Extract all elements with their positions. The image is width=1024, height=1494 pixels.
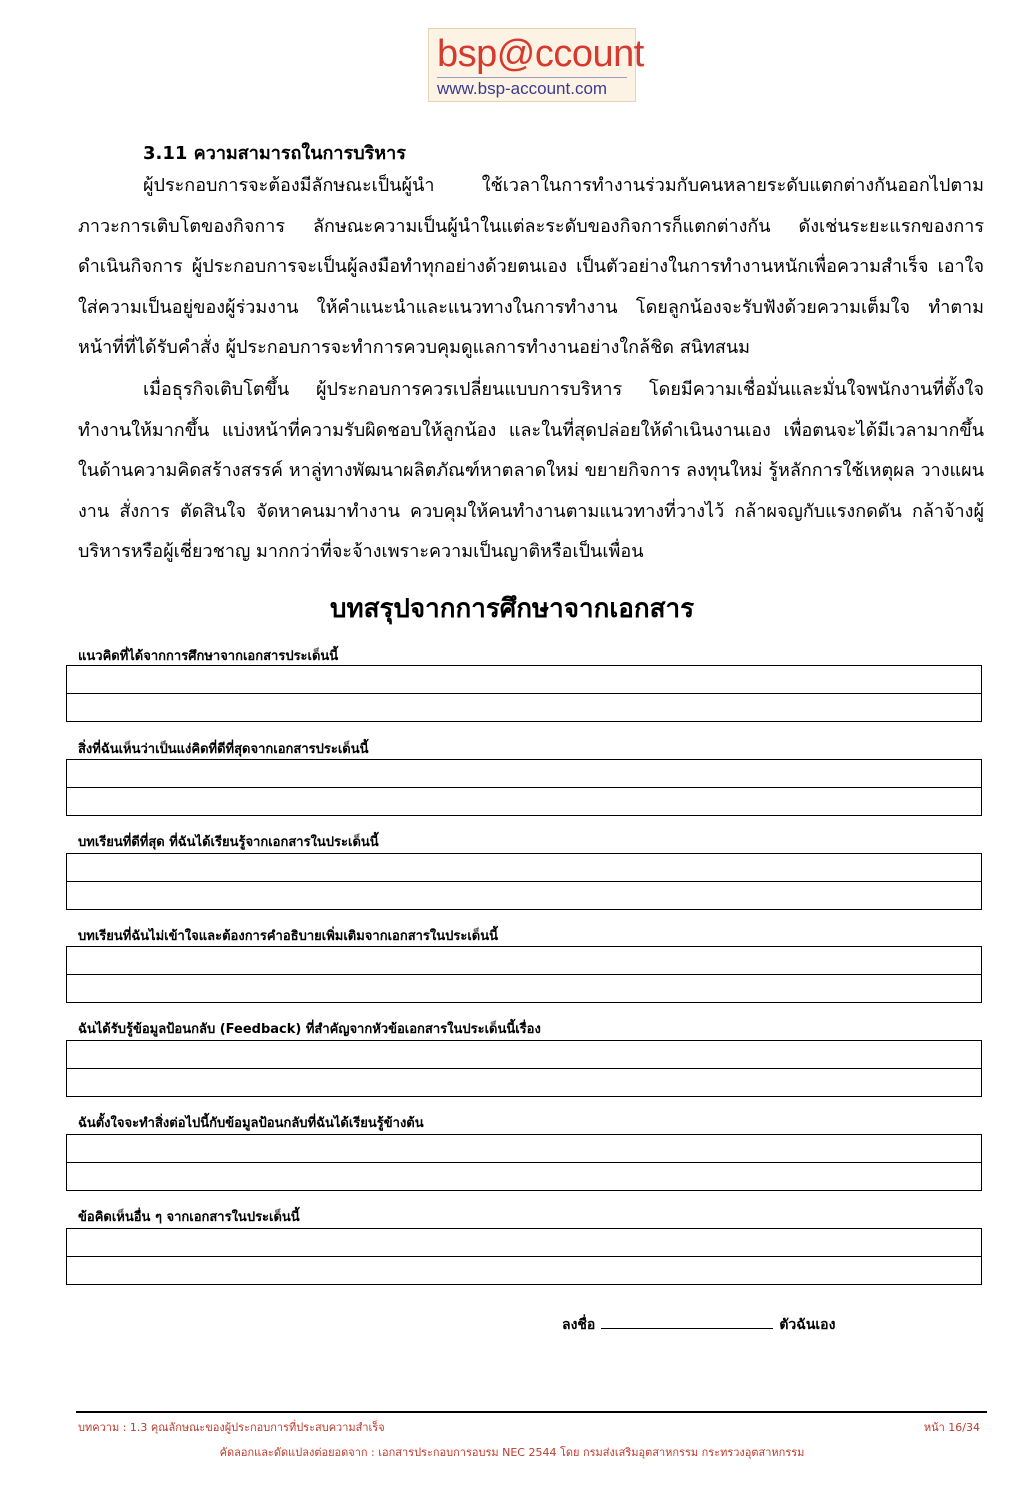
answer-field[interactable] (66, 946, 982, 1003)
question-label: ฉันได้รับรู้ข้อมูลป้อนกลับ (Feedback) ที่สำคัญจากหัวข้อเอกสารในประเด็นนี้เรื่อง (78, 1022, 541, 1037)
signature-label: ลงชื่อ (562, 1317, 596, 1333)
answer-field[interactable] (66, 1228, 982, 1285)
question-label: บทเรียนที่ดีที่สุด ที่ฉันได้เรียนรู้จากเอกสารในประเด็นนี้ (78, 835, 379, 850)
section-heading: 3.11 ความสามารถในการบริหาร (143, 143, 406, 164)
summary-heading: บทสรุปจากการศึกษาจากเอกสาร (329, 594, 695, 624)
question-label: บทเรียนที่ฉันไม่เข้าใจและต้องการคำอธิบายเพิ่มเติมจากเอกสารในประเด็นนี้ (78, 929, 499, 944)
logo-url-text: www.bsp-account.com (437, 79, 608, 98)
answer-field[interactable] (66, 1040, 982, 1097)
footer-page-number: หน้า 16/34 (923, 1421, 980, 1434)
answer-rule (67, 787, 981, 788)
logo-divider (437, 77, 627, 78)
answer-rule (67, 693, 981, 694)
footer-source-note: คัดลอกและดัดแปลงต่อยอดจาก : เอกสารประกอบการอบรม NEC 2544 โดย กรมส่งเสริมอุตสาหกรรม กระทรวงอุตสาหกรรม (219, 1446, 805, 1459)
answer-rule (67, 1256, 981, 1257)
answer-rule (67, 881, 981, 882)
logo-brand-text: bsp@ccount (437, 33, 644, 75)
answer-field[interactable] (66, 759, 982, 816)
answer-rule (67, 1162, 981, 1163)
footer-divider (76, 1411, 987, 1413)
question-label: สิ่งที่ฉันเห็นว่าเป็นแง่คิดที่ดีที่สุดจากเอกสารประเด็นนี้ (78, 742, 369, 757)
signature-suffix: ตัวฉันเอง (779, 1317, 836, 1333)
signature-row (562, 1314, 835, 1336)
question-label: ข้อคิดเห็นอื่น ๆ จากเอกสารในประเด็นนี้ (78, 1210, 300, 1225)
footer-article-title: บทความ : 1.3 คุณลักษณะของผู้ประกอบการที่ประสบความสำเร็จ (78, 1421, 385, 1434)
answer-field[interactable] (66, 665, 982, 722)
signature-line[interactable] (601, 1314, 773, 1329)
answer-rule (67, 974, 981, 975)
answer-field[interactable] (66, 1134, 982, 1191)
body-paragraph-2: เมื่อธุรกิจเติบโตขึ้น ผู้ประกอบการควรเปลี่ยนแบบการบริหาร โดยมีความเชื่อมั่นและมั่นใจพนักงานที่ตั้งใจทำงานให้มากขึ้น แบ่งหน้าที่ความรับผิดชอบให้ลูกน้อง และในที่สุดปล่อยให้ดำเนินงานเอง เพื่อตนจะได้มีเวลามากขึ้นในด้านความคิดสร้างสรรค์ หาลู่ทางพัฒนาผลิตภัณฑ์หาตลาดใหม่ ขยายกิจการ ลงทุนใหม่ รู้หลักการใช้เหตุผล วางแผนงาน สั่งการ ตัดสินใจ จัดหาคนมาทำงาน ควบคุมให้คนทำงานตามแนวทางที่วางไว้ กล้าผจญกับแรงกดดัน กล้าจ้างผู้บริหารหรือผู้เชี่ยวชาญ มากกว่าที่จะจ้างเพราะความเป็นญาติหรือเป็นเพื่อน (78, 379, 984, 562)
answer-field[interactable] (66, 853, 982, 910)
question-label: แนวคิดที่ได้จากการศึกษาจากเอกสารประเด็นนี้ (78, 649, 339, 664)
body-paragraph-1: ผู้ประกอบการจะต้องมีลักษณะเป็นผู้นำ ใช้เวลาในการทำงานร่วมกับคนหลายระดับแตกต่างกันออกไปตามภาวะการเติบโตของกิจการ ลักษณะความเป็นผู้นำในแต่ละระดับของกิจการก็แตกต่างกัน ดังเช่นระยะแรกของการดำเนินกิจการ ผู้ประกอบการจะเป็นผู้ลงมือทำทุกอย่างด้วยตนเอง เป็นตัวอย่างในการทำงานหนักเพื่อความสำเร็จ เอาใจใส่ความเป็นอยู่ของผู้ร่วมงาน ให้คำแนะนำและแนวทางในการทำงาน โดยลูกน้องจะรับฟังด้วยความเต็มใจ ทำตามหน้าที่ที่ได้รับคำสั่ง ผู้ประกอบการจะทำการควบคุมดูแลการทำงานอย่างใกล้ชิด สนิทสนม (78, 175, 984, 358)
answer-rule (67, 1068, 981, 1069)
brand-logo (428, 28, 644, 102)
question-label: ฉันตั้งใจจะทำสิ่งต่อไปนี้กับข้อมูลป้อนกลับที่ฉันได้เรียนรู้ข้างต้น (78, 1116, 424, 1131)
